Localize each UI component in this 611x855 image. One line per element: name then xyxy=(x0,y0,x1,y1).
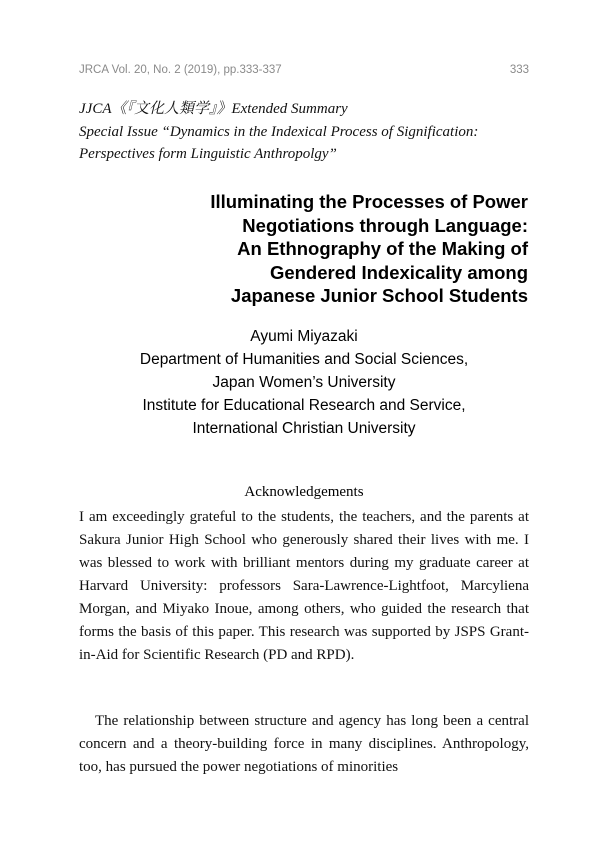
body-text xyxy=(79,710,529,779)
acknowledgements-paragraph: I am exceedingly grateful to the students, the teachers, and the parents at Sakura Junior High School who generously shared their lives with me. I was blessed to work with brilliant mentors during my graduate career at Harvard University: professors Sara-Lawrence-Lightfoot, Marcyliena Morgan, and Miyako Inoue, among others, who guided the research that forms the basis of this paper. This research was supported by JSPS Grant-in-Aid for Scientific Research (PD and RPD). xyxy=(79,509,529,663)
affiliation-line: Department of Humanities and Social Sciences, xyxy=(139,351,469,368)
page-number: 333 xyxy=(509,64,529,76)
acknowledgements-heading: Acknowledgements xyxy=(244,484,364,500)
summary-header-line-3: Perspectives form Linguistic Anthropolgy” xyxy=(79,146,337,162)
affiliation-line: International Christian University xyxy=(192,420,416,437)
title-line: Gendered Indexicality among xyxy=(269,261,528,283)
journal-citation: JRCA Vol. 20, No. 2 (2019), pp.333-337 xyxy=(79,64,282,76)
acknowledgements-text xyxy=(79,506,529,667)
title-line: Negotiations through Language: xyxy=(242,214,528,236)
author-name: Ayumi Miyazaki xyxy=(250,328,358,345)
affiliation-line: Japan Women’s University xyxy=(212,374,396,391)
title-line: Japanese Junior School Students xyxy=(230,285,528,306)
affiliation-line: Institute for Educational Research and Service, xyxy=(142,397,466,414)
summary-header xyxy=(79,98,539,166)
summary-header-line-2: Special Issue “Dynamics in the Indexical Process of Signification: xyxy=(79,123,479,140)
paper-title xyxy=(108,190,528,308)
author-block xyxy=(79,325,529,440)
summary-header-line-1: JJCA《『文化人類学』》Extended Summary xyxy=(79,101,348,117)
body-paragraph: The relationship between structure and agency has long been a central concern and a theory-building force in many disciplines. Anthropology, too, has pursued the power negotiations of minorities xyxy=(79,713,529,775)
title-line: Illuminating the Processes of Power xyxy=(210,191,528,212)
title-line: An Ethnography of the Making of xyxy=(237,238,528,259)
running-head xyxy=(79,64,529,76)
